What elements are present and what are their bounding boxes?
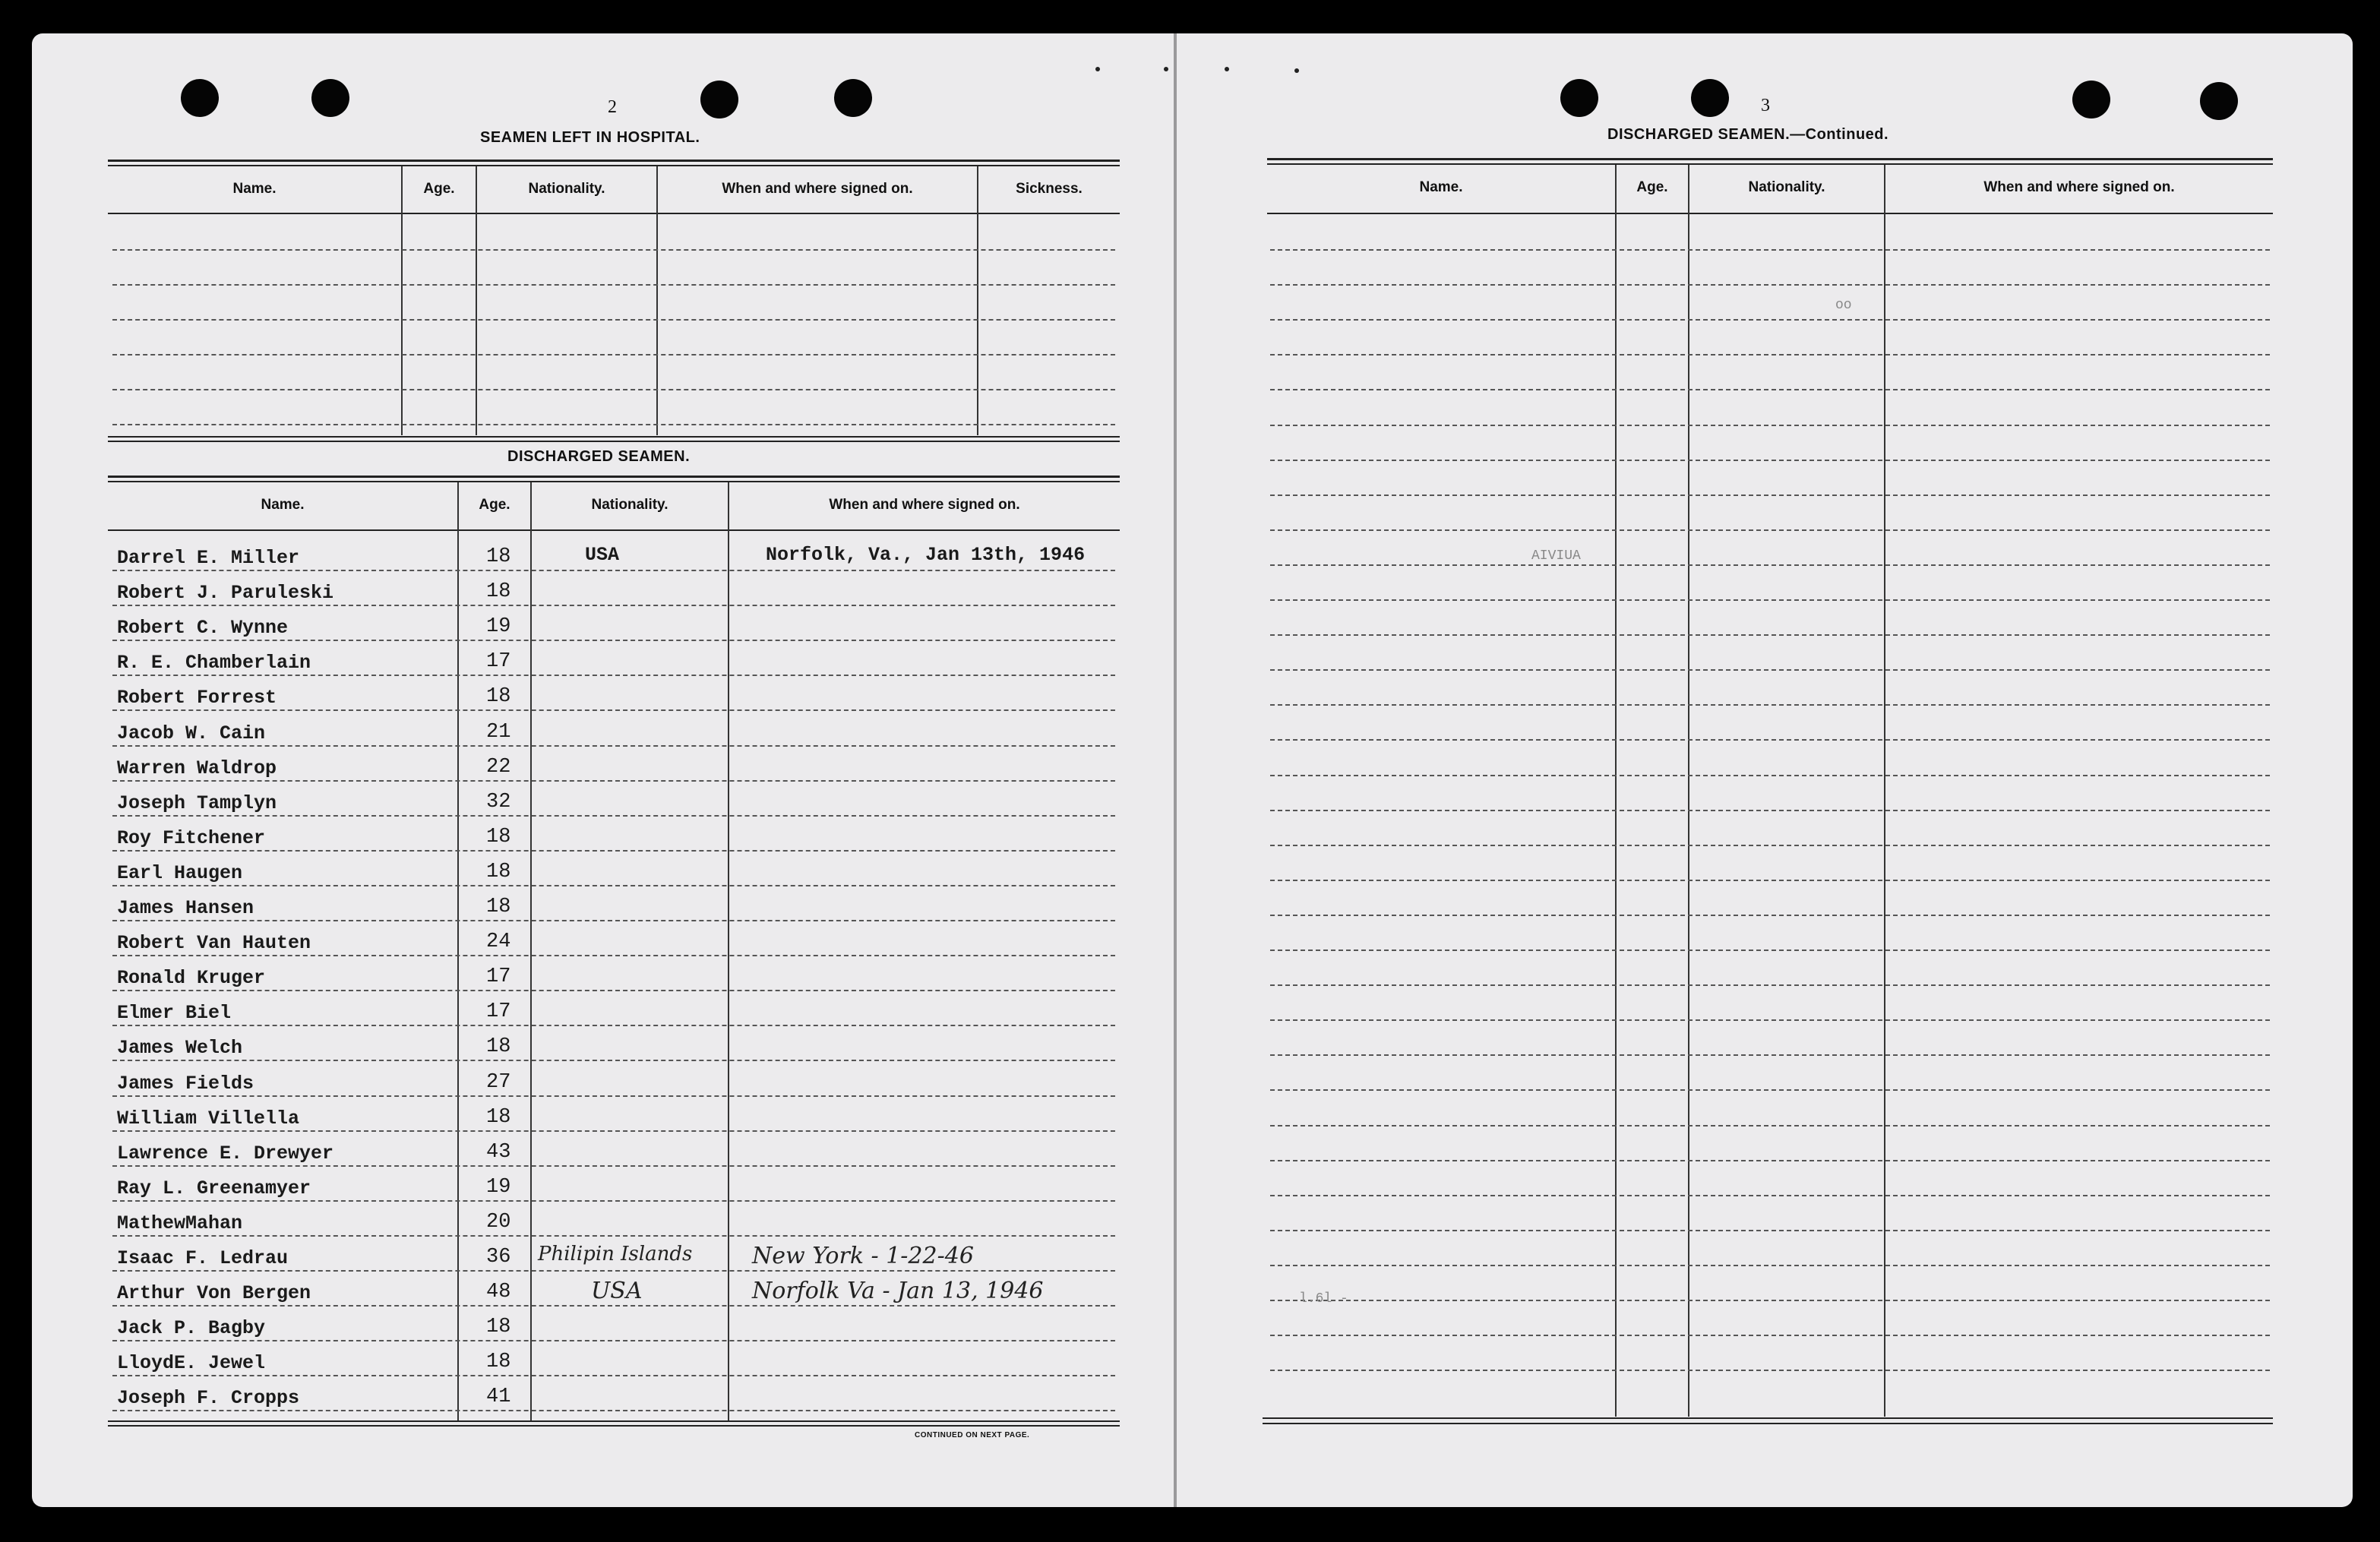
row-rule xyxy=(112,745,1115,747)
binding-dot xyxy=(1225,67,1229,71)
seaman-name: Darrel E. Miller xyxy=(117,547,300,569)
seaman-name: James Hansen xyxy=(117,897,254,919)
seaman-age: 20 xyxy=(486,1210,511,1234)
seaman-age: 18 xyxy=(486,1035,511,1059)
row-rule xyxy=(1270,984,2270,986)
seaman-name: Ronald Kruger xyxy=(117,967,266,990)
row-rule xyxy=(1270,425,2270,426)
seaman-name: R. E. Chamberlain xyxy=(117,652,311,675)
row-rule xyxy=(1270,669,2270,671)
hospital-col-nationality: Nationality. xyxy=(528,181,605,197)
row-rule xyxy=(1270,810,2270,811)
row-rule xyxy=(112,1270,1115,1272)
seaman-age: 22 xyxy=(486,755,511,779)
seaman-name: Robert C. Wynne xyxy=(117,617,289,640)
seaman-name: Isaac F. Ledrau xyxy=(117,1247,289,1269)
row-rule xyxy=(1270,529,2270,531)
page-number-left: 2 xyxy=(608,97,617,117)
seaman-age: 21 xyxy=(486,720,511,744)
discharged-col-nationality: Nationality. xyxy=(591,497,668,513)
seaman-age: 18 xyxy=(486,825,511,848)
row-rule xyxy=(1270,319,2270,321)
seaman-age: 27 xyxy=(486,1070,511,1094)
seaman-age: 32 xyxy=(486,790,511,814)
right-col-signed-on: When and where signed on. xyxy=(1983,179,2175,195)
row-rule xyxy=(1270,1054,2270,1056)
hospital-col-signed-on: When and where signed on. xyxy=(722,181,913,197)
row-rule xyxy=(112,709,1115,711)
row-rule xyxy=(112,920,1115,921)
binding-dot xyxy=(1164,67,1168,71)
seaman-age: 19 xyxy=(486,1175,511,1199)
seaman-age: 18 xyxy=(486,1351,511,1374)
row-rule xyxy=(1270,915,2270,916)
seaman-nationality: Philipin Islands xyxy=(538,1243,693,1266)
punch-hole xyxy=(1560,79,1598,117)
row-rule xyxy=(112,885,1115,886)
row-rule xyxy=(1270,389,2270,390)
right-col-nationality: Nationality. xyxy=(1748,179,1825,195)
punch-hole xyxy=(181,79,219,117)
seaman-name: LloydE. Jewel xyxy=(117,1352,266,1375)
seaman-age: 41 xyxy=(486,1386,511,1409)
row-rule xyxy=(112,605,1115,606)
continued-footer: CONTINUED ON NEXT PAGE. xyxy=(915,1431,1030,1439)
row-rule xyxy=(1270,1335,2270,1336)
row-rule xyxy=(1270,1160,2270,1161)
seaman-name: Robert Forrest xyxy=(117,687,277,709)
row-rule xyxy=(1270,1300,2270,1301)
seaman-age: 18 xyxy=(486,1105,511,1129)
row-rule xyxy=(112,675,1115,676)
row-rule xyxy=(112,1130,1115,1132)
row-rule xyxy=(1270,1089,2270,1091)
binding-dot xyxy=(1095,67,1100,71)
row-rule xyxy=(1270,460,2270,461)
row-rule xyxy=(112,1340,1115,1341)
row-rule xyxy=(1270,739,2270,741)
row-rule xyxy=(112,1200,1115,1202)
seaman-age: 18 xyxy=(486,1316,511,1339)
row-rule xyxy=(112,570,1115,571)
hospital-top-rule xyxy=(108,160,1120,162)
row-rule xyxy=(1270,704,2270,706)
seaman-age: 18 xyxy=(486,545,511,568)
seaman-nationality: USA xyxy=(585,544,620,566)
seaman-name: Earl Haugen xyxy=(117,861,243,884)
row-rule xyxy=(1270,354,2270,355)
seaman-name: Roy Fitchener xyxy=(117,826,266,849)
hospital-col-sickness: Sickness. xyxy=(1016,181,1083,197)
punch-hole xyxy=(2072,81,2110,118)
row-rule xyxy=(112,1375,1115,1376)
seaman-age: 18 xyxy=(486,896,511,918)
seaman-nationality: USA xyxy=(591,1278,643,1305)
row-rule xyxy=(112,1410,1115,1411)
seaman-name: James Fields xyxy=(117,1072,254,1095)
seaman-name: Lawrence E. Drewyer xyxy=(117,1142,334,1164)
right-col-name: Name. xyxy=(1419,179,1463,195)
row-rule xyxy=(112,990,1115,991)
seaman-age: 48 xyxy=(486,1281,511,1304)
bleed-through-mark: AIVIUA xyxy=(1531,548,1581,564)
row-rule xyxy=(1270,1265,2270,1266)
punch-hole xyxy=(2200,82,2238,120)
row-rule xyxy=(112,955,1115,956)
seaman-signed-on: Norfolk, Va., Jan 13th, 1946 xyxy=(766,544,1086,566)
row-rule xyxy=(1270,845,2270,846)
discharged-col-age: Age. xyxy=(479,497,510,513)
row-rule xyxy=(112,1165,1115,1167)
seaman-age: 24 xyxy=(486,931,511,954)
row-rule xyxy=(112,780,1115,782)
hospital-section-title: SEAMEN LEFT IN HOSPITAL. xyxy=(480,129,700,146)
page-gutter xyxy=(1174,33,1177,1507)
seaman-name: Robert Van Hauten xyxy=(117,932,311,955)
row-rule xyxy=(112,640,1115,641)
right-page xyxy=(1175,33,2353,1507)
seaman-name: James Welch xyxy=(117,1037,243,1060)
seaman-name: William Villella xyxy=(117,1107,300,1130)
row-rule xyxy=(1270,599,2270,601)
punch-hole xyxy=(1691,79,1729,117)
row-rule xyxy=(1270,284,2270,286)
seaman-age: 43 xyxy=(486,1140,511,1164)
seaman-age: 19 xyxy=(486,615,511,639)
punch-hole xyxy=(834,79,872,117)
row-rule xyxy=(1270,634,2270,636)
seaman-age: 17 xyxy=(486,650,511,674)
page-number-right: 3 xyxy=(1761,96,1770,115)
row-rule xyxy=(112,1305,1115,1307)
seaman-name: MathewMahan xyxy=(117,1212,243,1234)
seaman-age: 18 xyxy=(486,580,511,604)
seaman-age: 18 xyxy=(486,860,511,883)
seaman-name: Jack P. Bagby xyxy=(117,1317,266,1340)
row-rule xyxy=(112,1235,1115,1237)
seaman-age: 18 xyxy=(486,685,511,709)
discharged-section-title: DISCHARGED SEAMEN. xyxy=(507,448,691,465)
binding-dot xyxy=(1294,68,1299,73)
right-col-age: Age. xyxy=(1636,179,1668,195)
bleed-through-mark: oo xyxy=(1835,298,1852,313)
row-rule xyxy=(112,815,1115,817)
seaman-age: 17 xyxy=(486,1000,511,1024)
seaman-name: Jacob W. Cain xyxy=(117,722,266,744)
row-rule xyxy=(1270,495,2270,496)
seaman-name: Joseph Tamplyn xyxy=(117,792,277,814)
row-rule xyxy=(1270,880,2270,881)
seaman-name: Robert J. Paruleski xyxy=(117,582,334,605)
row-rule xyxy=(1270,950,2270,951)
bleed-through-mark: l.6l - xyxy=(1299,1291,1348,1307)
row-rule xyxy=(112,850,1115,852)
seaman-name: Elmer Biel xyxy=(117,1002,232,1025)
row-rule xyxy=(1270,1125,2270,1126)
seaman-name: Warren Waldrop xyxy=(117,757,277,779)
row-rule xyxy=(112,1060,1115,1061)
row-rule xyxy=(1270,775,2270,776)
row-rule xyxy=(112,1095,1115,1097)
right-section-title: DISCHARGED SEAMEN.—Continued. xyxy=(1607,126,1889,143)
punch-hole xyxy=(700,81,738,118)
row-rule xyxy=(1270,1019,2270,1021)
seaman-signed-on: Norfolk Va - Jan 13, 1946 xyxy=(752,1278,1044,1305)
row-rule xyxy=(1270,1370,2270,1371)
row-rule xyxy=(1270,1230,2270,1231)
hospital-col-name: Name. xyxy=(232,181,277,197)
row-rule xyxy=(1270,1195,2270,1196)
hospital-col-age: Age. xyxy=(423,181,455,197)
seaman-name: Arthur Von Bergen xyxy=(117,1282,311,1305)
row-rule xyxy=(112,1025,1115,1026)
seaman-signed-on: New York - 1-22-46 xyxy=(752,1243,974,1269)
punch-hole xyxy=(311,79,349,117)
row-rule xyxy=(1270,249,2270,251)
discharged-col-name: Name. xyxy=(261,497,305,513)
seaman-name: Ray L. Greenamyer xyxy=(117,1177,311,1199)
seaman-name: Joseph F. Cropps xyxy=(117,1387,300,1410)
seaman-age: 17 xyxy=(486,965,511,989)
seaman-age: 36 xyxy=(486,1246,511,1269)
discharged-col-signed-on: When and where signed on. xyxy=(829,497,1020,513)
row-rule xyxy=(1270,564,2270,566)
